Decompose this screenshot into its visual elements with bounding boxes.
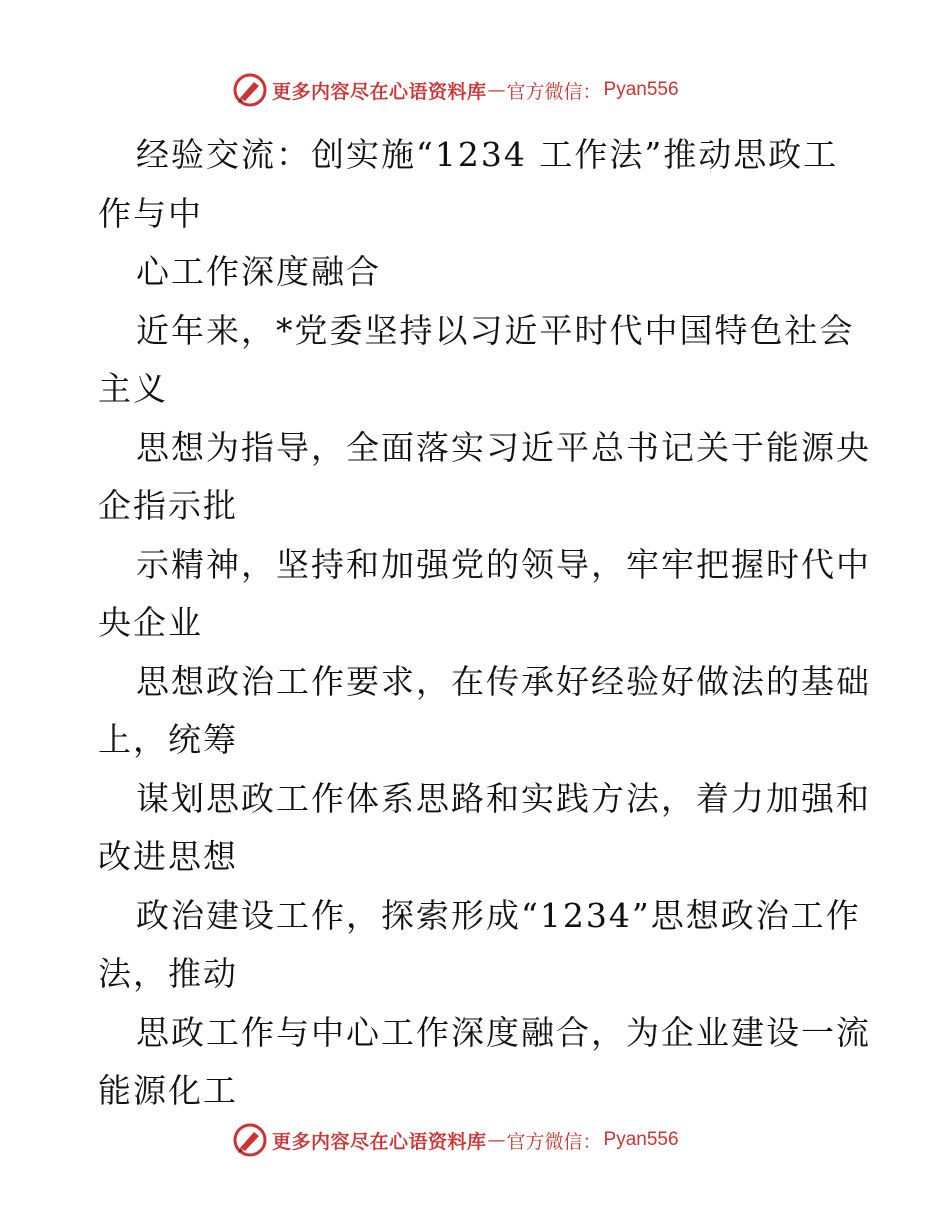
text-line: 上，统筹 [98, 720, 238, 759]
text-line: 作与中 [98, 193, 203, 233]
watermark-dash: — [487, 79, 506, 101]
watermark-header [232, 70, 679, 110]
watermark-text: 更多内容尽在心语资料库 [272, 80, 487, 103]
text-line: 心工作深度融合 [136, 252, 381, 291]
pen-logo-icon [232, 1122, 268, 1158]
text-line: 主义 [98, 369, 168, 408]
text-line: 示精神，坚持和加强党的领导，牢牢把握时代中 [136, 544, 871, 584]
watermark-text: 更多内容尽在心语资料库 [272, 1130, 487, 1153]
text-line: 思想为指导，全面落实习近平总书记关于能源央 [136, 427, 871, 467]
watermark-official-label: 官方微信： [506, 1130, 602, 1153]
watermark-wechat-id: Pyan556 [603, 1129, 679, 1150]
text-line: 思政工作与中心工作深度融合，为企业建设一流 [136, 1012, 871, 1052]
text-line: 能源化工 [98, 1071, 238, 1110]
text-line: 改进思想 [98, 837, 238, 876]
text-line: 近年来，*党委坚持以习近平时代中国特色社会 [136, 310, 855, 350]
watermark-dash: — [487, 1129, 506, 1151]
watermark-footer [232, 1120, 679, 1160]
text-line: 谋划思政工作体系思路和实践方法，着力加强和 [136, 778, 871, 818]
text-line: 政治建设工作，探索形成“1234”思想政治工作 [136, 895, 861, 935]
document-body [98, 126, 871, 1121]
text-line: 经验交流：创实施“1234 工作法”推动思政工 [136, 135, 839, 174]
watermark-wechat-id: Pyan556 [603, 79, 679, 100]
text-line: 企指示批 [98, 486, 238, 525]
watermark-official-label: 官方微信： [506, 80, 602, 103]
text-line: 法，推动 [98, 954, 238, 993]
text-line: 央企业 [98, 603, 203, 642]
text-line: 思想政治工作要求，在传承好经验好做法的基础 [136, 661, 871, 701]
pen-logo-icon [232, 72, 268, 108]
